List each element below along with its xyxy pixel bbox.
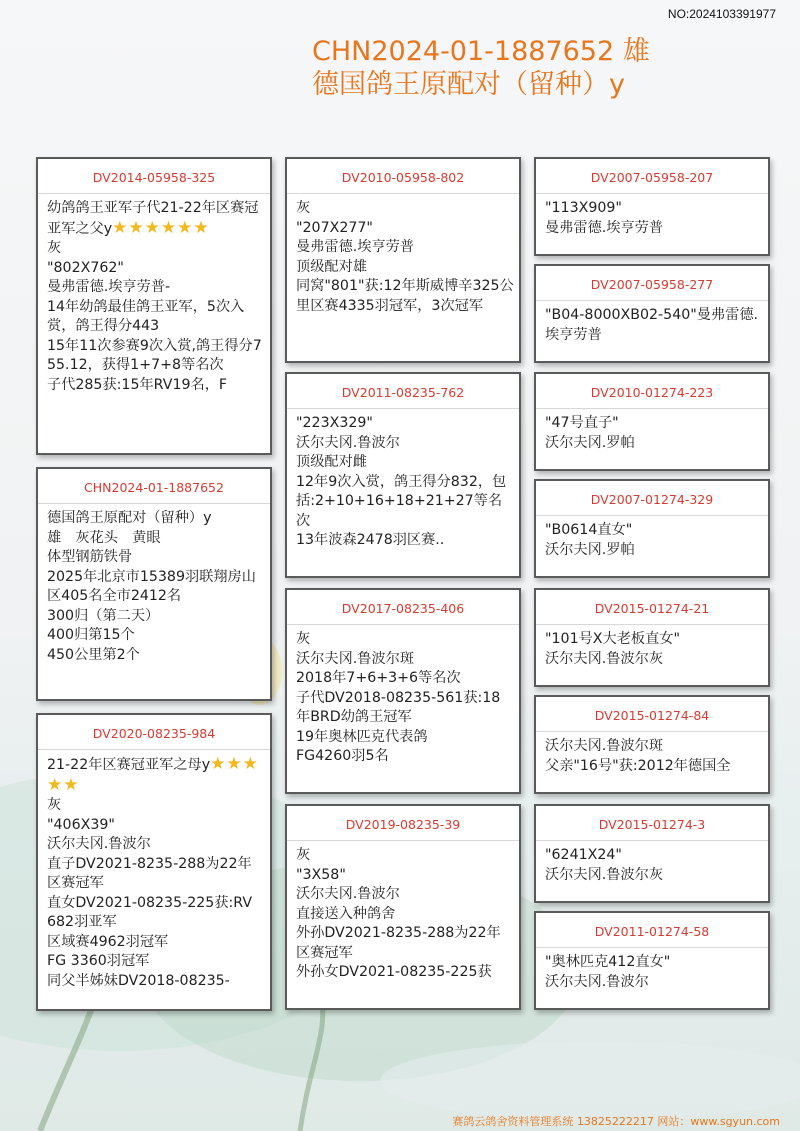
ring-number: DV2019-08235-39	[287, 806, 519, 841]
ring-number: DV2017-08235-406	[287, 590, 519, 625]
card-text-main: 灰 "406X39" 沃尔夫冈.鲁波尔 直子DV2021-8235-288为22年区赛冠军 直女DV2021-08235-225获:RV 682羽亚军 区域赛4962羽冠军 FG 3360羽冠军 同父半姊妹DV2018-08235-	[47, 797, 253, 989]
card-text: "101号X大老板直女" 沃尔夫冈.鲁波尔灰	[545, 631, 680, 667]
ring-number: DV2007-05958-207	[536, 159, 768, 194]
ring-number: DV2014-05958-325	[38, 159, 270, 194]
star-rating: ★★★★★	[47, 754, 259, 795]
pedigree-card-gen3-8	[534, 911, 770, 1010]
card-text: 灰 沃尔夫冈.鲁波尔斑 2018年7+6+3+6等名次 子代DV2018-08235-561获:18年BRD幼鸽王冠军 19年奥林匹克代表鸽 FG4260羽5名	[296, 631, 501, 764]
ring-number: DV2011-08235-762	[287, 374, 519, 409]
pedigree-card-gen3-1	[534, 157, 770, 256]
ring-number: DV2020-08235-984	[38, 715, 270, 750]
pedigree-card-dam-dam	[285, 804, 521, 1010]
card-text: 灰 "3X58" 沃尔夫冈.鲁波尔 直接送入种鸽舍 外孙DV2021-8235-288为22年区赛冠军 外孙女DV2021-08235-225获	[296, 847, 501, 980]
card-text	[38, 194, 270, 395]
ring-number: CHN2024-01-1887652	[38, 469, 270, 504]
title-line-1: CHN2024-01-1887652 雄	[312, 36, 650, 67]
ring-number: DV2015-01274-21	[536, 590, 768, 625]
ring-number: DV2015-01274-84	[536, 697, 768, 732]
card-text: 沃尔夫冈.鲁波尔斑 父亲"16号"获:2012年德国全	[545, 738, 731, 774]
card-text-main: 灰 "802X762" 曼弗雷德.埃亨劳普- 14年幼鸽最佳鸽王亚军，5次入赏，鸽王得分443 15年11次参赛9次入赏,鸽王得分755.12，获得1+7+8等名次 子代285获:15年RV19名，F	[47, 240, 262, 393]
card-text	[38, 750, 270, 991]
pedigree-card-sire	[36, 157, 272, 455]
card-text: "B04-8000XB02-540"曼弗雷德.埃亨劳普	[545, 307, 759, 343]
pedigree-card-dam	[36, 713, 272, 1011]
serial-number: NO:2024103391977	[667, 7, 776, 21]
title-line-2: 德国鸽王原配对（留种）y	[312, 69, 625, 100]
ring-number: DV2010-01274-223	[536, 374, 768, 409]
pedigree-card-gen3-7	[534, 804, 770, 903]
pedigree-card-gen3-5	[534, 588, 770, 687]
card-text: 灰 "207X277" 曼弗雷德.埃亨劳普 顶级配对雄 同窝"801"获:12年斯威博辛325公里区赛4335羽冠军，3次冠军	[296, 200, 514, 314]
ring-number: DV2011-01274-58	[536, 913, 768, 948]
card-text: 德国鸽王原配对（留种）y 雄 灰花头 黄眼 体型钢筋铁骨 2025年北京市15389羽联翔房山区405名全市2412名 300归（第二天） 400归第15个 450公里第2个	[47, 510, 256, 663]
pedigree-card-sire-sire	[285, 157, 521, 363]
pedigree-card-sire-dam	[285, 372, 521, 578]
page-title	[312, 35, 650, 101]
card-text-pre: 21-22年区赛冠亚军之母y	[47, 757, 211, 773]
pedigree-card-subject	[36, 467, 272, 701]
pedigree-card-gen3-4	[534, 479, 770, 578]
card-text: "223X329" 沃尔夫冈.鲁波尔 顶级配对雌 12年9次入赏，鸽王得分832，包括:2+10+16+18+21+27等名次 13年波森2478羽区赛..	[296, 415, 507, 548]
footer-text: 赛鸽云鸽舍资料管理系统 13825222217 网站：www.sgyun.com	[452, 1115, 780, 1128]
card-text: "6241X24" 沃尔夫冈.鲁波尔灰	[545, 847, 664, 883]
ring-number: DV2015-01274-3	[536, 806, 768, 841]
ring-number: DV2010-05958-802	[287, 159, 519, 194]
pedigree-card-gen3-3	[534, 372, 770, 471]
card-text: "奥林匹克412直女" 沃尔夫冈.鲁波尔	[545, 954, 671, 990]
ring-number: DV2007-05958-277	[536, 266, 768, 301]
star-rating: ★★★★★★	[112, 217, 210, 238]
card-text-pre: 幼鸽鸽王亚军子代21-22年区赛冠亚军之父y	[47, 200, 259, 237]
pedigree-card-dam-sire	[285, 588, 521, 794]
card-text: "B0614直女" 沃尔夫冈.罗帕	[545, 522, 635, 558]
ring-number: DV2007-01274-329	[536, 481, 768, 516]
pedigree-card-gen3-6	[534, 695, 770, 794]
card-text: "47号直子" 沃尔夫冈.罗帕	[545, 415, 635, 451]
card-text: "113X909" 曼弗雷德.埃亨劳普	[545, 200, 664, 236]
pedigree-card-gen3-2	[534, 264, 770, 363]
